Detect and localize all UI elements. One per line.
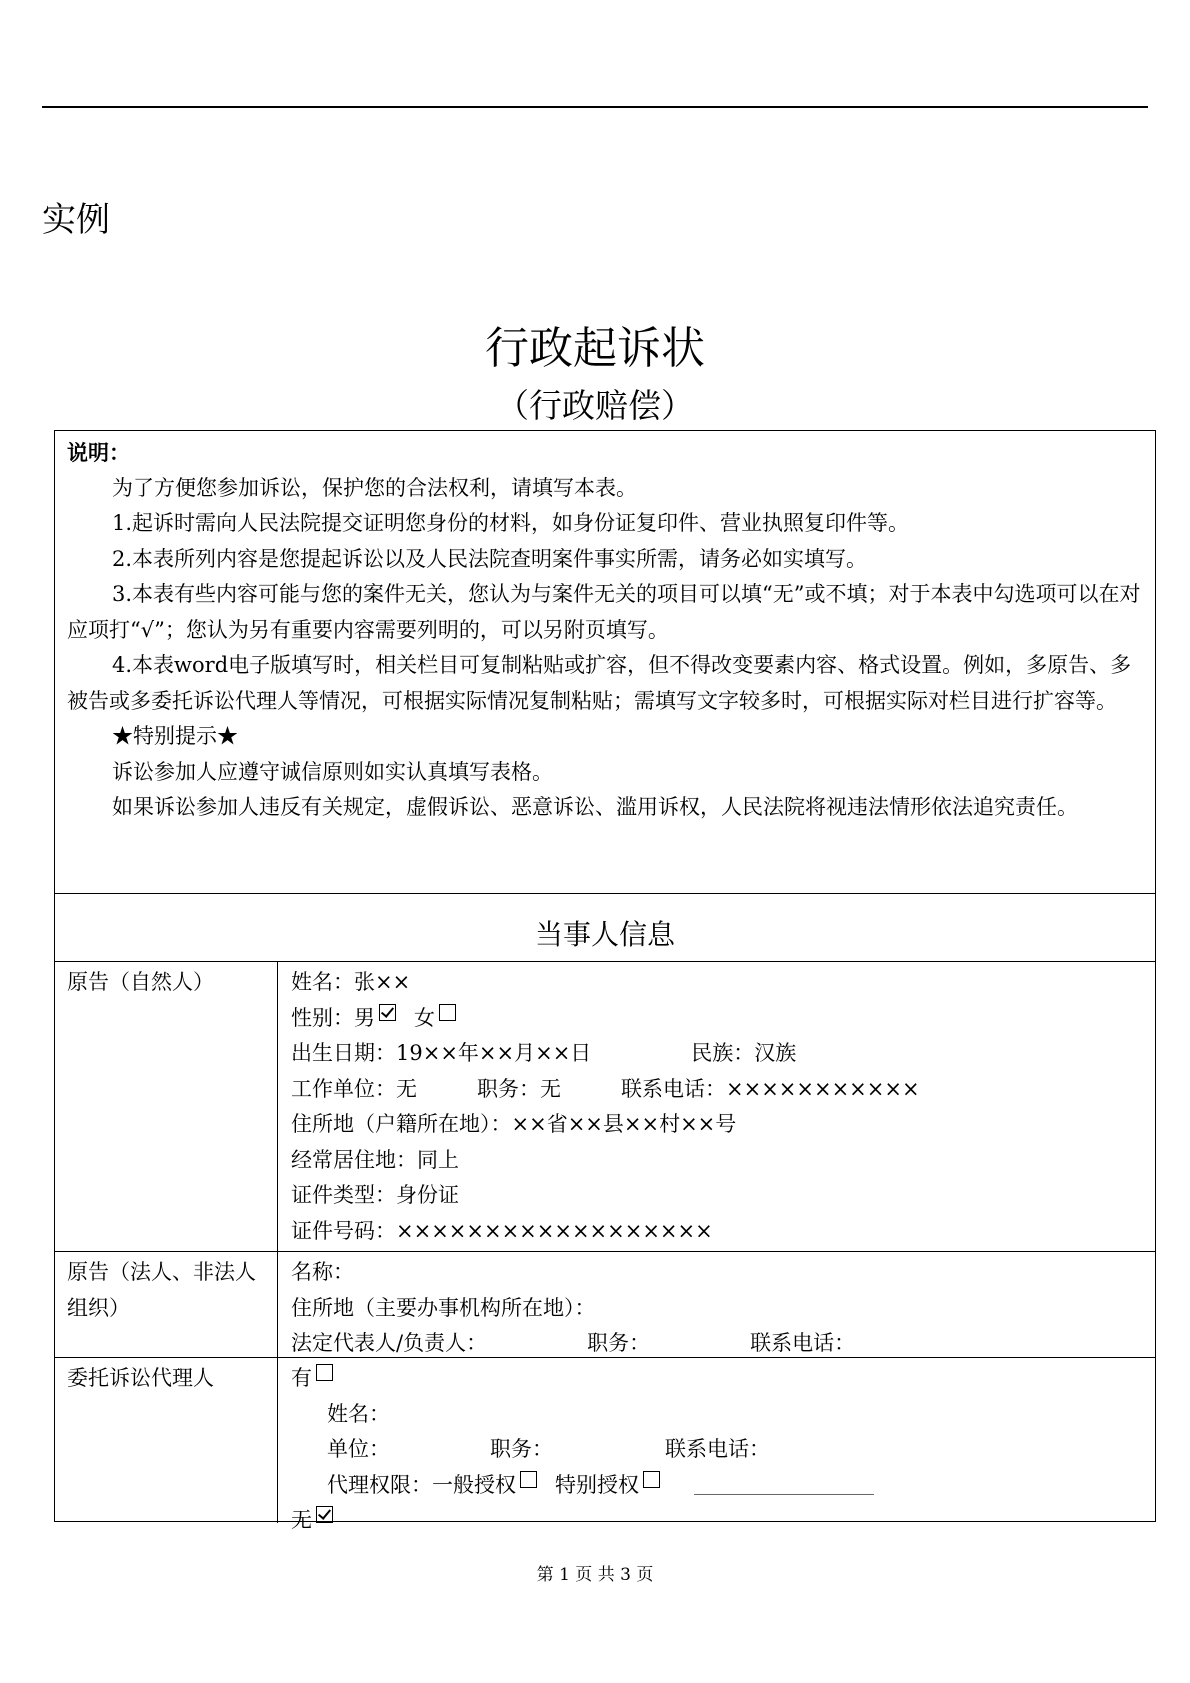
plaintiff-name: 姓名：张×× bbox=[291, 970, 411, 994]
male-option-label: 男 bbox=[354, 1005, 375, 1030]
representative-phone: 联系电话： bbox=[750, 1331, 856, 1355]
instructions-intro: 为了方便您参加诉讼，保护您的合法权利，请填写本表。 bbox=[112, 475, 637, 500]
employer: 工作单位：无 bbox=[291, 1076, 417, 1101]
document-title: 行政起诉状 bbox=[485, 323, 705, 374]
agent-fields bbox=[291, 1361, 1141, 1539]
female-checkbox[interactable] bbox=[439, 1004, 456, 1021]
section-divider bbox=[55, 893, 1155, 894]
legal-plaintiff-label: 原告（法人、非法人组织） bbox=[67, 1260, 256, 1320]
special-notice-title: ★特别提示★ bbox=[112, 724, 238, 748]
special-authority-label: 特别授权 bbox=[555, 1472, 639, 1497]
agent-has-checkbox[interactable] bbox=[316, 1364, 333, 1381]
party-section-title: 当事人信息 bbox=[534, 918, 675, 951]
instruction-item: 1.起诉时需向人民法院提交证明您身份的材料，如身份证复印件、营业执照复印件等。 bbox=[112, 511, 910, 535]
position: 职务：无 bbox=[477, 1076, 561, 1101]
id-number: 证件号码：×××××××××××××××××× bbox=[291, 1218, 713, 1243]
page-indicator: 第 1 页 共 3 页 bbox=[536, 1565, 654, 1585]
row-divider bbox=[55, 1357, 1155, 1358]
agent-none-label: 无 bbox=[291, 1508, 312, 1532]
agent-unit: 单位： bbox=[327, 1437, 390, 1461]
section-divider bbox=[55, 961, 1155, 962]
instruction-item: 4.本表word电子版填写时，相关栏目可复制粘贴或扩容，但不得改变要素内容、格式设置。例如，多原告、多被告或多委托诉讼代理人等情况，可根据实际情况复制粘贴；需填写文字较多时，可根据实际对栏目进行扩容等。 bbox=[67, 653, 1132, 713]
gender-label: 性别： bbox=[291, 1005, 354, 1030]
natural-plaintiff-label: 原告（自然人） bbox=[67, 970, 214, 994]
instructions-block bbox=[67, 435, 1143, 826]
org-name: 名称： bbox=[291, 1260, 354, 1284]
special-notice-item: 诉讼参加人应遵守诚信原则如实认真填写表格。 bbox=[112, 759, 553, 784]
column-divider bbox=[277, 961, 278, 1523]
residence: 住所地（户籍所在地）：××省××县××村××号 bbox=[291, 1112, 737, 1136]
legal-plaintiff-fields bbox=[291, 1255, 1141, 1362]
header-rule bbox=[42, 106, 1148, 108]
org-address: 住所地（主要办事机构所在地）： bbox=[291, 1295, 596, 1320]
instructions-header: 说明： bbox=[67, 440, 130, 465]
agent-none-checkbox[interactable] bbox=[316, 1506, 333, 1523]
special-authority-checkbox[interactable] bbox=[643, 1471, 660, 1488]
agent-label: 委托诉讼代理人 bbox=[67, 1366, 214, 1390]
phone: 联系电话：××××××××××× bbox=[621, 1076, 920, 1101]
id-type: 证件类型：身份证 bbox=[291, 1183, 459, 1207]
habitual-residence: 经常居住地：同上 bbox=[291, 1147, 459, 1172]
authority-blank-line[interactable] bbox=[694, 1468, 874, 1495]
agent-has-label: 有 bbox=[291, 1366, 312, 1390]
authority-label: 代理权限： bbox=[327, 1472, 432, 1497]
example-label: 实例 bbox=[42, 200, 110, 240]
birth-date: 出生日期：19××年××月××日 bbox=[291, 1041, 592, 1065]
form-table bbox=[54, 430, 1156, 1532]
instruction-item: 3.本表有些内容可能与您的案件无关，您认为与案件无关的项目可以填“无”或不填；对于本表中勾选项可以在对应项打“√”；您认为另有重要内容需要列明的，可以另附页填写。 bbox=[67, 582, 1141, 642]
general-authority-label: 一般授权 bbox=[432, 1472, 516, 1497]
natural-plaintiff-fields bbox=[291, 965, 1141, 1249]
male-checkbox[interactable] bbox=[379, 1004, 396, 1021]
special-notice-item: 如果诉讼参加人违反有关规定，虚假诉讼、恶意诉讼、滥用诉权，人民法院将视违法情形依法追究责任。 bbox=[112, 795, 1078, 819]
female-option-label: 女 bbox=[414, 1005, 435, 1030]
instruction-item: 2.本表所列内容是您提起诉讼以及人民法院查明案件事实所需，请务必如实填写。 bbox=[112, 546, 868, 571]
row-divider bbox=[55, 1251, 1155, 1252]
document-subtitle: （行政赔偿） bbox=[496, 386, 694, 425]
agent-name: 姓名： bbox=[327, 1401, 390, 1426]
legal-representative: 法定代表人/负责人： bbox=[291, 1331, 488, 1355]
agent-phone: 联系电话： bbox=[665, 1437, 770, 1461]
agent-position: 职务： bbox=[490, 1437, 553, 1461]
representative-position: 职务： bbox=[587, 1331, 651, 1355]
general-authority-checkbox[interactable] bbox=[520, 1471, 537, 1488]
ethnicity: 民族：汉族 bbox=[691, 1041, 797, 1065]
